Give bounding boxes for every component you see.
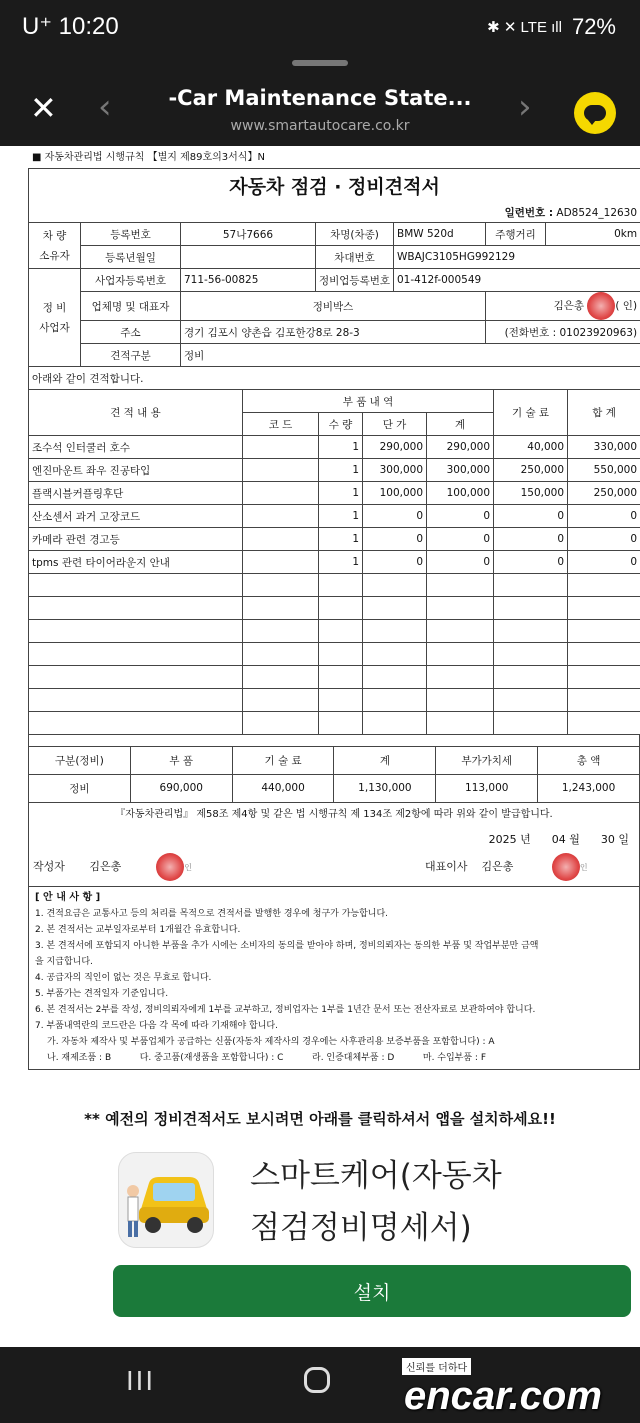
code-header: 코 드 xyxy=(243,413,319,436)
kakaotalk-icon[interactable] xyxy=(574,92,616,134)
item-sum: 0 xyxy=(427,551,494,574)
item-total xyxy=(568,597,640,620)
promo-text: ** 예전의 정비견적서도 보시려면 아래를 클릭하셔서 앱을 설치하세요!! xyxy=(84,1110,556,1128)
item-unit xyxy=(363,574,427,597)
item-code xyxy=(243,597,319,620)
item-code xyxy=(243,551,319,574)
item-code xyxy=(243,574,319,597)
item-name xyxy=(29,666,243,689)
empty-row xyxy=(29,597,640,620)
item-unit: 0 xyxy=(363,528,427,551)
phone: (전화번호 : 01023920963) xyxy=(486,321,640,344)
item-unit: 290,000 xyxy=(363,436,427,459)
watermark-brand: encar.com xyxy=(404,1374,602,1418)
unit-header: 단 가 xyxy=(363,413,427,436)
note-line-6: 5. 부품가는 견적일자 기준입니다. xyxy=(35,988,169,999)
battery-percent: 72% xyxy=(571,14,616,39)
status-icons: ✱ ✕ LTE ıll xyxy=(487,19,562,36)
recent-apps-icon[interactable]: III xyxy=(126,1367,156,1397)
writer-name: 김은총 xyxy=(89,859,122,873)
item-unit: 0 xyxy=(363,505,427,528)
item-qty: 1 xyxy=(319,459,363,482)
item-code xyxy=(243,482,319,505)
owner-label: 차 량 소유자 xyxy=(29,223,81,269)
writer-seal-icon xyxy=(156,853,184,881)
item-labor xyxy=(494,712,568,735)
note-line-5: 4. 공급자의 직인이 없는 것은 무효로 합니다. xyxy=(35,972,212,983)
year-unit: 년 xyxy=(520,832,531,846)
item-unit xyxy=(363,666,427,689)
biz-no-label: 사업자등록번호 xyxy=(81,269,181,292)
shop-reg-label: 정비업등록번호 xyxy=(316,269,394,292)
item-total xyxy=(568,689,640,712)
item-code xyxy=(243,528,319,551)
item-code xyxy=(243,459,319,482)
address: 경기 김포시 양촌읍 김포한강8로 28-3 xyxy=(181,321,486,344)
item-sum: 290,000 xyxy=(427,436,494,459)
kind-label: 견적구분 xyxy=(81,344,181,367)
summary-sum-header: 계 xyxy=(334,746,436,774)
item-labor xyxy=(494,620,568,643)
total-header: 합 계 xyxy=(568,390,640,436)
item-name: 산소센서 과거 고장코드 xyxy=(29,505,243,528)
item-total: 0 xyxy=(568,551,640,574)
items-table xyxy=(28,389,640,735)
table-row xyxy=(29,551,640,574)
page-url: www.smartautocare.co.kr xyxy=(230,118,410,134)
item-sum xyxy=(427,597,494,620)
item-unit: 0 xyxy=(363,551,427,574)
vin-label: 차대번호 xyxy=(316,246,394,269)
back-icon[interactable]: ‹ xyxy=(98,87,112,127)
car-name-label: 차명(차종) xyxy=(316,223,394,246)
app-icon[interactable] xyxy=(118,1152,214,1248)
qty-header: 수 량 xyxy=(319,413,363,436)
item-labor xyxy=(494,689,568,712)
empty-row xyxy=(29,689,640,712)
encar-watermark xyxy=(402,1356,638,1418)
item-total xyxy=(568,620,640,643)
item-sum xyxy=(427,712,494,735)
serial-number: AD8524_12630 xyxy=(556,206,638,219)
summary-labor-header: 기 술 료 xyxy=(232,746,334,774)
summary-kind-header: 구분(정비) xyxy=(29,746,131,774)
watermark-tagline: 신뢰를 더하다 xyxy=(402,1358,471,1375)
ceo-name: 김은총 xyxy=(481,859,514,873)
car-name: BMW 520d xyxy=(394,223,486,246)
item-labor xyxy=(494,597,568,620)
item-labor: 40,000 xyxy=(494,436,568,459)
estimate-document xyxy=(28,148,640,1070)
item-code xyxy=(243,620,319,643)
table-row xyxy=(29,482,640,505)
estimate-header-table xyxy=(28,168,640,390)
item-name xyxy=(29,620,243,643)
item-labor: 0 xyxy=(494,505,568,528)
reg-date-label: 등록년월일 xyxy=(81,246,181,269)
item-unit xyxy=(363,643,427,666)
item-total xyxy=(568,712,640,735)
issue-day: 30 xyxy=(600,832,615,846)
item-labor: 0 xyxy=(494,528,568,551)
table-row xyxy=(29,436,640,459)
summary-total: 1,243,000 xyxy=(538,774,640,802)
item-unit: 100,000 xyxy=(363,482,427,505)
item-sum: 0 xyxy=(427,505,494,528)
item-unit xyxy=(363,597,427,620)
law-text: 『자동차관리법』 제58조 제4항 및 같은 법 시행규칙 제 134조 제2항에 따라 위와 같이 발급합니다. xyxy=(115,808,553,820)
note-line-8: 7. 부품내역란의 코드란은 다음 각 목에 따라 기재해야 합니다. xyxy=(35,1020,278,1031)
note-line-2: 2. 본 견적서는 교부일자로부터 1개월간 유효합니다. xyxy=(35,924,241,935)
note-line-7: 6. 본 견적서는 2부를 작성, 정비의뢰자에게 1부를 교부하고, 정비업자는 1부를 1년간 문서 또는 전산자료로 보관하여야 합니다. xyxy=(35,1004,536,1015)
item-code xyxy=(243,689,319,712)
summary-sum: 1,130,000 xyxy=(334,774,436,802)
item-unit xyxy=(363,620,427,643)
document-title: 자동차 점검 · 정비견적서 xyxy=(29,169,640,203)
item-qty: 1 xyxy=(319,436,363,459)
writer-in: 인 xyxy=(184,862,192,872)
item-unit xyxy=(363,689,427,712)
status-icons-group xyxy=(487,14,616,40)
item-labor xyxy=(494,643,568,666)
issue-month: 04 xyxy=(551,832,566,846)
forward-icon[interactable]: › xyxy=(518,87,532,127)
status-bar xyxy=(0,0,640,56)
item-total: 550,000 xyxy=(568,459,640,482)
reg-no-label: 등록번호 xyxy=(81,223,181,246)
shop-reg: 01-412f-000549 xyxy=(394,269,640,292)
reg-no: 57나7666 xyxy=(181,223,316,246)
shop-label: 정 비 사업자 xyxy=(29,269,81,367)
mileage-label: 주행거리 xyxy=(486,223,546,246)
item-qty xyxy=(319,689,363,712)
note-line-4: 을 지급합니다. xyxy=(35,956,93,967)
item-sum xyxy=(427,620,494,643)
seal-text: ( 인) xyxy=(615,300,638,312)
writer-label: 작성자 xyxy=(33,859,65,873)
item-name xyxy=(29,574,243,597)
app-name xyxy=(250,1150,502,1254)
item-code xyxy=(243,643,319,666)
page-title: -Car Maintenance State... xyxy=(168,86,472,110)
biz-no: 711-56-00825 xyxy=(181,269,316,292)
parts-header: 부 품 내 역 xyxy=(243,390,494,413)
item-name: 엔진마운트 좌우 진공타입 xyxy=(29,459,243,482)
item-qty: 1 xyxy=(319,551,363,574)
kind: 정비 xyxy=(181,344,640,367)
item-sum: 0 xyxy=(427,528,494,551)
item-unit xyxy=(363,712,427,735)
note-line-9: 가. 자동차 제작사 및 부품업체가 공급하는 신품(자동차 제작사의 경우에는 사후관리용 보증부품을 포함합니다) : A xyxy=(47,1036,495,1047)
item-total xyxy=(568,666,640,689)
item-qty xyxy=(319,620,363,643)
company-name: 정비박스 xyxy=(181,292,486,321)
empty-row xyxy=(29,666,640,689)
note-line-3: 3. 본 견적서에 포함되지 아니한 부품을 추가 시에는 소비자의 동의를 받아야 하며, 정비의뢰자는 동의한 부품 및 작업부분만 금액 xyxy=(35,940,539,951)
item-sum xyxy=(427,689,494,712)
item-total xyxy=(568,643,640,666)
drag-handle[interactable] xyxy=(292,60,348,66)
table-row xyxy=(29,528,640,551)
ceo-in: 인 xyxy=(579,862,588,872)
issue-block xyxy=(28,803,640,887)
day-unit: 일 xyxy=(618,832,629,846)
summary-total-header: 총 액 xyxy=(538,746,640,774)
issue-date xyxy=(489,831,629,847)
item-sum xyxy=(427,666,494,689)
empty-row xyxy=(29,712,640,735)
item-labor: 0 xyxy=(494,551,568,574)
empty-row xyxy=(29,643,640,666)
item-total xyxy=(568,574,640,597)
intro-text: 아래와 같이 견적합니다. xyxy=(29,367,640,390)
item-name: 플랙시블커플링후단 xyxy=(29,482,243,505)
month-unit: 월 xyxy=(569,832,580,846)
item-code xyxy=(243,712,319,735)
table-row xyxy=(29,459,640,482)
item-qty xyxy=(319,574,363,597)
item-unit: 300,000 xyxy=(363,459,427,482)
note-line-1: 1. 견적요금은 교통사고 등의 처리를 목적으로 견적서를 발행한 경우에 청구가 가능합니다. xyxy=(35,908,389,919)
address-label: 주소 xyxy=(81,321,181,344)
item-qty xyxy=(319,597,363,620)
item-rows xyxy=(29,436,640,735)
item-qty xyxy=(319,712,363,735)
writer-block xyxy=(33,853,192,881)
note-line-10: 나. 재제조품 : B 다. 중고품(재생품을 포함합니다) : C 라. 인증대체부품 : D 마. 수입부품 : F xyxy=(47,1052,486,1063)
labor-header: 기 술 료 xyxy=(494,390,568,436)
company-label: 업체명 및 대표자 xyxy=(81,292,181,321)
summary-kind: 정비 xyxy=(29,774,131,802)
vin: WBAJC3105HG992129 xyxy=(394,246,640,269)
summary-parts-header: 부 품 xyxy=(130,746,232,774)
close-icon[interactable]: ✕ xyxy=(30,89,57,127)
summary-labor: 440,000 xyxy=(232,774,334,802)
item-sum xyxy=(427,643,494,666)
empty-row xyxy=(29,574,640,597)
form-head: ■ 자동차관리법 시행규칙 【별지 제89호의3서식】N xyxy=(32,152,265,163)
item-total: 0 xyxy=(568,505,640,528)
summary-parts: 690,000 xyxy=(130,774,232,802)
sum-header: 계 xyxy=(427,413,494,436)
item-labor xyxy=(494,666,568,689)
item-qty: 1 xyxy=(319,482,363,505)
item-name xyxy=(29,597,243,620)
home-icon[interactable] xyxy=(304,1367,330,1393)
notes-box xyxy=(28,887,640,1070)
item-name: 카메라 관련 경고등 xyxy=(29,528,243,551)
app-name-line1: 스마트케어(자동차 xyxy=(250,1158,502,1194)
item-labor: 250,000 xyxy=(494,459,568,482)
issue-year: 2025 xyxy=(488,832,517,846)
item-total: 250,000 xyxy=(568,482,640,505)
item-qty: 1 xyxy=(319,505,363,528)
seal-stamp-icon xyxy=(587,292,615,320)
browser-header xyxy=(0,56,640,146)
mileage: 0km xyxy=(546,223,640,246)
ceo-block xyxy=(425,853,588,881)
item-total: 0 xyxy=(568,528,640,551)
item-sum: 100,000 xyxy=(427,482,494,505)
summary-vat-header: 부가가치세 xyxy=(436,746,538,774)
item-name xyxy=(29,643,243,666)
item-code xyxy=(243,666,319,689)
item-labor: 150,000 xyxy=(494,482,568,505)
item-name: tpms 관련 타이어라운지 안내 xyxy=(29,551,243,574)
summary-vat: 113,000 xyxy=(436,774,538,802)
serial-label: 일련번호 : xyxy=(504,206,554,219)
item-name xyxy=(29,712,243,735)
item-sum xyxy=(427,574,494,597)
app-name-line2: 점검정비명세서) xyxy=(250,1210,472,1246)
item-qty xyxy=(319,666,363,689)
item-name: 조수석 인터쿨러 호수 xyxy=(29,436,243,459)
notes-title: [ 안 내 사 항 ] xyxy=(35,891,101,903)
item-qty: 1 xyxy=(319,528,363,551)
reg-date xyxy=(181,246,316,269)
ceo-label: 대표이사 xyxy=(425,859,468,873)
item-code xyxy=(243,436,319,459)
item-total: 330,000 xyxy=(568,436,640,459)
content-header: 견 적 내 용 xyxy=(29,390,243,436)
empty-row xyxy=(29,620,640,643)
table-row xyxy=(29,505,640,528)
item-sum: 300,000 xyxy=(427,459,494,482)
item-qty xyxy=(319,643,363,666)
ceo-seal-icon xyxy=(552,853,580,881)
item-name xyxy=(29,689,243,712)
status-time: U⁺ 10:20 xyxy=(22,13,119,40)
representative: 김은총 xyxy=(553,300,585,312)
item-labor xyxy=(494,574,568,597)
install-button[interactable]: 설치 xyxy=(113,1265,631,1317)
item-code xyxy=(243,505,319,528)
car-mechanic-icon xyxy=(119,1153,214,1248)
summary-table xyxy=(28,734,640,803)
